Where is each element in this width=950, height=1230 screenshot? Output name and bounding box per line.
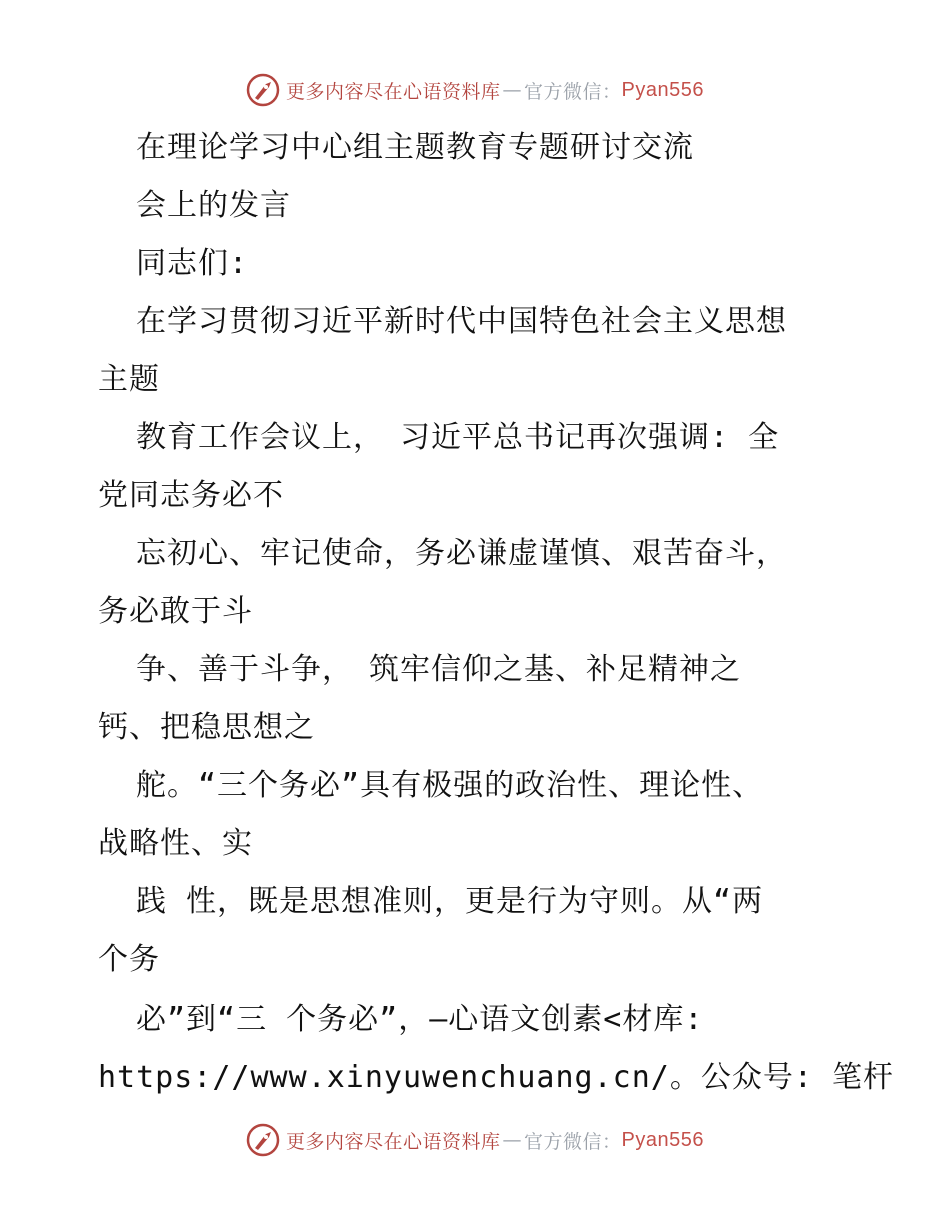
doc-text-line: 必”到“三 个务必”，—心语文创素<材库: (136, 1002, 704, 1037)
doc-text-line: 在学习贯彻习近平新时代中国特色社会主义思想 (136, 304, 787, 339)
doc-text-line: 个务 (98, 942, 160, 977)
watermark-wechat-id: Pyan556 (621, 78, 704, 101)
doc-text-line: 务必敢于斗 (98, 594, 253, 629)
doc-text-line: 教育工作会议上， 习近平总书记再次强调: 全 (136, 420, 780, 455)
watermark-dash: — (502, 79, 523, 101)
doc-text-line: 主题 (98, 362, 160, 397)
doc-title-line-1: 在理论学习中心组主题教育专题研讨交流 (136, 130, 694, 165)
doc-salutation: 同志们: (136, 246, 249, 281)
watermark-suffix: 官方微信： (524, 1130, 622, 1153)
watermark-header (0, 70, 950, 110)
watermark-wechat-id: Pyan556 (621, 1128, 704, 1151)
pen-nib-circle-icon (246, 1123, 280, 1157)
watermark-brand: 更多内容尽在心语资料库 (286, 1130, 501, 1153)
watermark-brand: 更多内容尽在心语资料库 (286, 80, 501, 103)
watermark-dash: — (502, 1129, 523, 1151)
doc-url-line: https://www.xinyuwenchuang.cn/。公众号: 笔杆 (98, 1060, 894, 1095)
doc-text-line: 钙、把稳思想之 (98, 710, 315, 745)
doc-text-line: 党同志务必不 (98, 478, 284, 513)
doc-text-line: 战略性、实 (98, 826, 253, 861)
pen-nib-circle-icon (246, 73, 280, 107)
watermark-footer (0, 1120, 950, 1160)
doc-text-line: 舵。“三个务必”具有极强的政治性、理论性、 (136, 768, 764, 803)
doc-text-line: 忘初心、牢记使命，务必谦虚谨慎、艰苦奋斗， (136, 536, 787, 571)
doc-title-line-2: 会上的发言 (136, 188, 291, 223)
doc-text-line: 践 性，既是思想准则，更是行为守则。从“两 (136, 884, 764, 919)
doc-text-line: 争、善于斗争， 筑牢信仰之基、补足精神之 (136, 652, 741, 687)
watermark-suffix: 官方微信： (524, 80, 622, 103)
